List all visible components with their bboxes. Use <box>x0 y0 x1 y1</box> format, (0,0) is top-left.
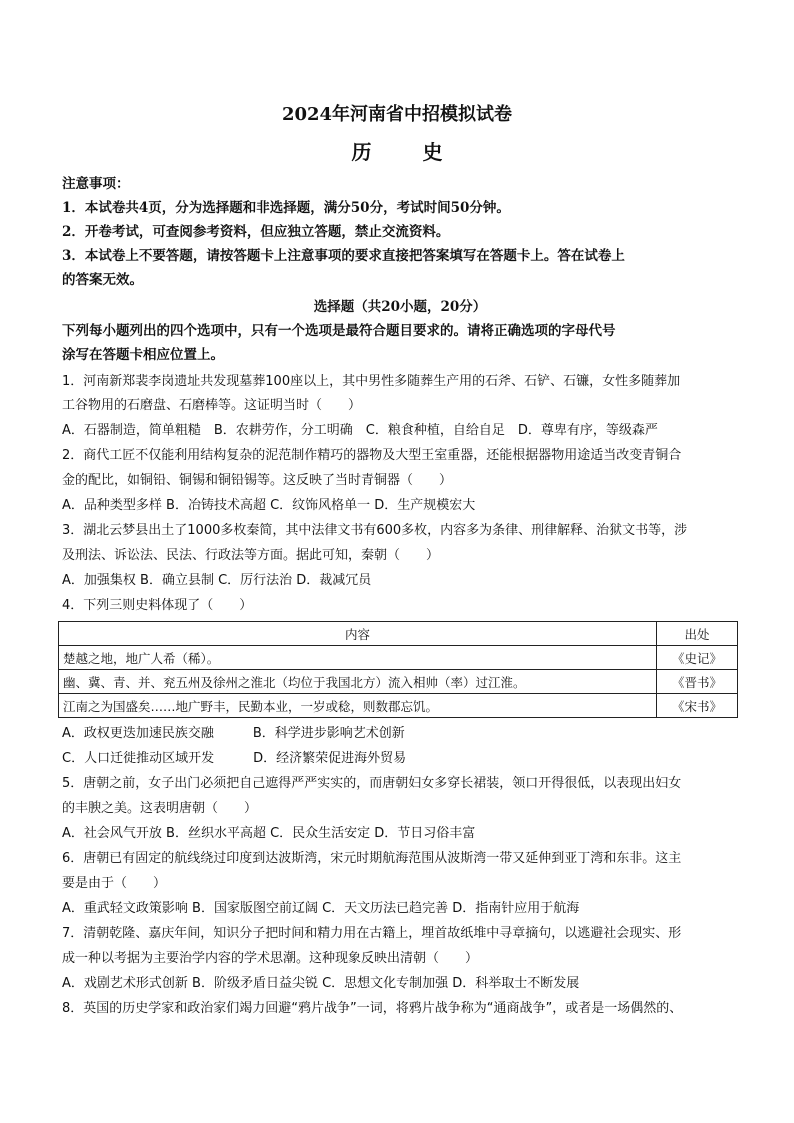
section-instructions: 下列每小题列出的四个选项中，只有一个选项是最符合题目要求的。请将正确选项的字母代号 <box>62 323 616 339</box>
question-2-options: A．品种类型多样 B．冶铸技术高超 C．纹饰风格单一 D．生产规模宏大 <box>62 498 476 513</box>
question-4-options: C．人口迁徙推动区域开发 D．经济繁荣促进海外贸易 <box>62 751 407 766</box>
question-6-options: A．重武轻文政策影响 B．国家版图空前辽阔 C．天文历法已趋完善 D．指南针应用于航海 <box>62 901 580 916</box>
question-5-stem: 的丰腴之美。这表明唐朝（ ） <box>62 801 258 816</box>
table-cell-content: 江南之为国盛矣……地广野丰，民勤本业，一岁或稔，则数郡忘饥。 <box>59 694 657 718</box>
question-3-stem: 及刑法、诉讼法、民法、行政法等方面。据此可知，秦朝（ ） <box>62 548 440 563</box>
question-4-stem: 4．下列三则史料体现了（ ） <box>62 598 253 613</box>
exam-title: 2024年河南省中招模拟试卷 <box>281 104 513 125</box>
notice-item: 1．本试卷共4页，分为选择题和非选择题，满分50分，考试时间50分钟。 <box>62 200 510 216</box>
table-cell-source: 《史记》 <box>657 646 738 670</box>
table-row <box>59 694 738 718</box>
question-1-options: A．石器制造，简单粗糙 B．农耕劳作，分工明确 C．粮食种植，自给自足 D．尊卑有序，等级森严 <box>62 423 658 438</box>
question-5-stem: 5．唐朝之前，女子出门必须把自己遮得严严实实的，而唐朝妇女多穿长裙装，领口开得很低，以表现出妇女 <box>62 776 682 791</box>
question-3-stem: 3．湖北云梦县出土了1000多枚秦简，其中法律文书有600多枚，内容多为条律、刑律解释、治狱文书等，涉 <box>62 523 688 538</box>
table-cell-content: 幽、冀、青、并、兖五州及徐州之淮北（均位于我国北方）流入相帅（率）过江淮。 <box>59 670 657 694</box>
question-1-stem: 工谷物用的石磨盘、石磨棒等。这证明当时（ ） <box>62 398 362 413</box>
subject-title: 历 史 <box>351 140 465 164</box>
question-6-stem: 要是由于（ ） <box>62 876 167 891</box>
question-7-stem: 成一种以考据为主要治学内容的学术思潮。这种现象反映出清朝（ ） <box>62 951 479 966</box>
question-5-options: A．社会风气开放 B．丝织水平高超 C．民众生活安定 D．节日习俗丰富 <box>62 826 476 841</box>
table-cell-source: 《晋书》 <box>657 670 738 694</box>
question-1-stem: 1．河南新郑裴李岗遗址共发现墓葬100座以上，其中男性多随葬生产用的石斧、石铲、石镰，女性多随葬加 <box>62 374 681 389</box>
table-header-source: 出处 <box>657 622 738 646</box>
question-6-stem: 6．唐朝已有固定的航线绕过印度到达波斯湾，宋元时期航海范围从波斯湾一带又延伸到亚丁湾和东非。这主 <box>62 851 682 866</box>
table-header-row <box>59 622 738 646</box>
question-3-options: A．加强集权 B．确立县制 C．厉行法治 D．裁减冗员 <box>62 573 372 588</box>
notice-item: 的答案无效。 <box>62 272 143 288</box>
question-7-options: A．戏剧艺术形式创新 B．阶级矛盾日益尖锐 C．思想文化专制加强 D．科举取士不断发展 <box>62 976 580 991</box>
section-title: 选择题（共20小题，20分） <box>313 299 487 315</box>
question-7-stem: 7．清朝乾隆、嘉庆年间，知识分子把时间和精力用在古籍上，埋首故纸堆中寻章摘句，以逃避社会现实、形 <box>62 926 682 941</box>
table-row <box>59 646 738 670</box>
notice-item: 2．开卷考试，可查阅参考资料，但应独立答题，禁止交流资料。 <box>62 224 450 240</box>
notice-item: 3．本试卷上不要答题，请按答题卡上注意事项的要求直接把答案填写在答题卡上。答在试卷上 <box>62 248 625 264</box>
question-4-options: A．政权更迭加速民族交融 B．科学进步影响艺术创新 <box>62 726 405 741</box>
table-cell-source: 《宋书》 <box>657 694 738 718</box>
source-table <box>58 621 738 718</box>
question-8-stem: 8．英国的历史学家和政治家们竭力回避“鸦片战争”一词，将鸦片战争称为“通商战争”，或者是一场偶然的、 <box>62 1001 683 1016</box>
question-2-stem: 2．商代工匠不仅能利用结构复杂的泥范制作精巧的器物及大型王室重器，还能根据器物用途适当改变青铜合 <box>62 448 682 463</box>
table-row <box>59 670 738 694</box>
question-2-stem: 金的配比，如铜铅、铜锡和铜铅锡等。这反映了当时青铜器（ ） <box>62 473 453 488</box>
table-header-content: 内容 <box>59 622 657 646</box>
section-instructions: 涂写在答题卡相应位置上。 <box>62 347 224 363</box>
table-cell-content: 楚越之地，地广人希（稀）。 <box>59 646 657 670</box>
notice-heading: 注意事项： <box>62 176 130 192</box>
